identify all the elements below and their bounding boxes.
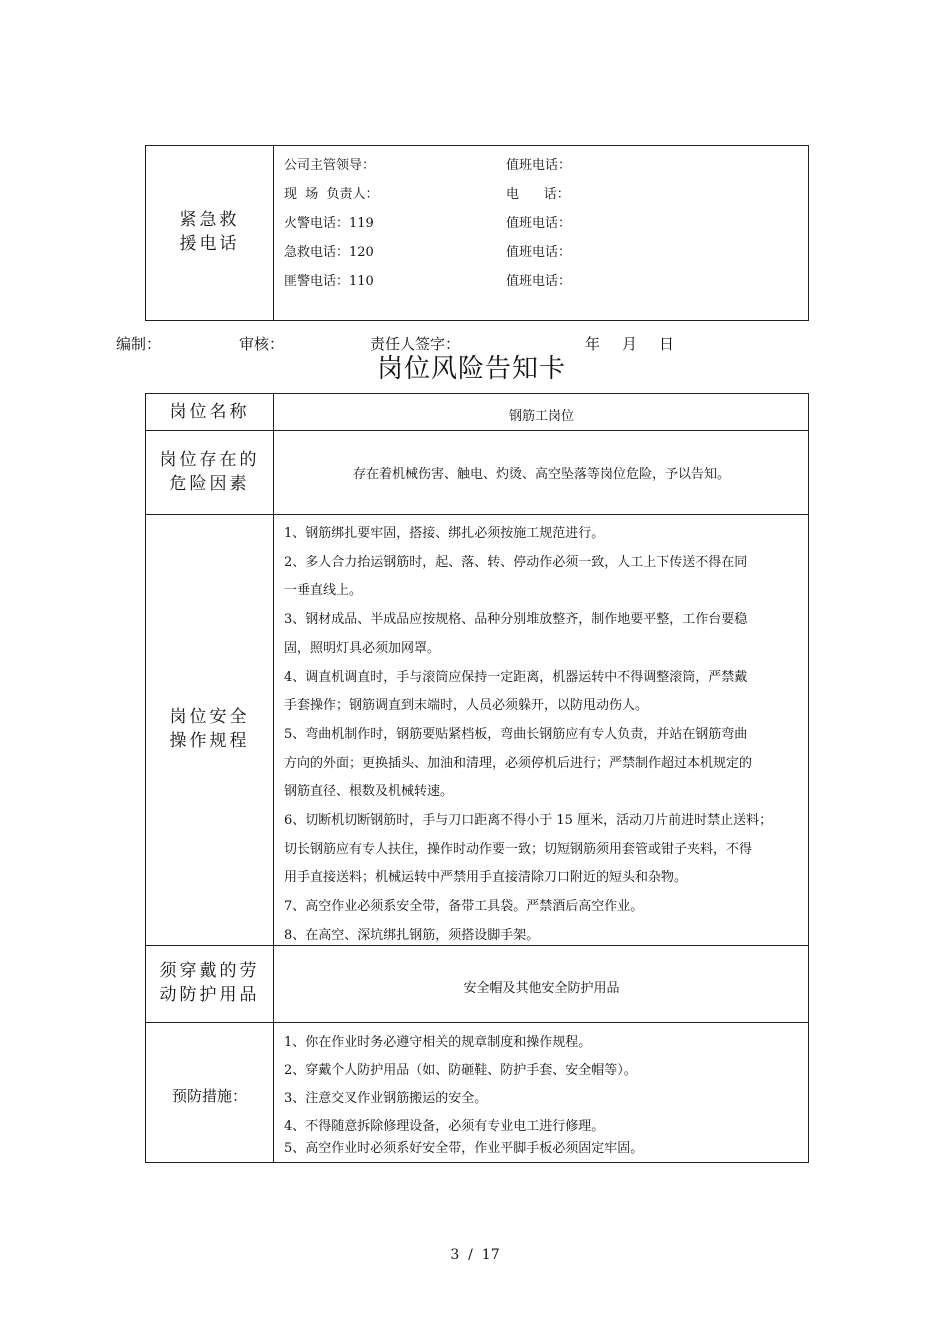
emergency-row-5-left: 匪警电话：110 xyxy=(284,274,374,289)
emergency-row-5-right: 值班电话： xyxy=(506,274,572,289)
rules-line: 钢筋直径、根数及机械转速。 xyxy=(284,784,454,800)
rules-label xyxy=(146,705,273,753)
prevent-line: 3、注意交叉作业钢筋搬运的安全。 xyxy=(284,1091,488,1106)
hazard-label xyxy=(146,448,273,496)
rules-line: 7、高空作业必须系安全带，备带工具袋。严禁酒后高空作业。 xyxy=(284,899,644,915)
sign-month: 月 xyxy=(622,335,638,353)
page-number: 3 / 17 xyxy=(450,1247,500,1263)
ppe-label-line2: 动防护用品 xyxy=(159,985,260,1005)
rules-line: 4、调直机调直时，手与滚筒应保持一定距离，机器运转中不得调整滚筒，严禁戴 xyxy=(284,669,748,685)
rules-line: 手套操作；钢筋调直到末端时，人员必须躲开，以防甩动伤人。 xyxy=(284,698,649,714)
ppe-label xyxy=(146,959,273,1007)
rules-line: 方向的外面；更换插头、加油和清理，必须停机后进行；严禁制作超过本机规定的 xyxy=(284,755,753,771)
emergency-row-4-right: 值班电话： xyxy=(506,245,572,260)
sign-year: 年 xyxy=(585,335,601,353)
post-name-value: 钢筋工岗位 xyxy=(508,409,574,424)
risk-card-divider xyxy=(273,393,274,1163)
sign-day: 日 xyxy=(659,335,675,353)
emergency-label xyxy=(146,208,273,256)
emergency-divider xyxy=(273,145,274,321)
prevent-line: 2、穿戴个人防护用品（如、防砸鞋、防护手套、安全帽等）。 xyxy=(284,1063,637,1078)
emergency-row-2-right: 电 话： xyxy=(506,187,570,202)
rules-line: 切长钢筋应有专人扶住，操作时动作要一致；切短钢筋须用套管或钳子夹料，不得 xyxy=(284,841,753,857)
rules-line: 一垂直线上。 xyxy=(284,583,363,599)
emergency-row-4-left: 急救电话：120 xyxy=(284,245,374,260)
ppe-label-line1: 须穿戴的劳 xyxy=(159,961,260,981)
post-name-label: 岗位名称 xyxy=(169,402,250,422)
emergency-row-2-left: 现 场 负责人： xyxy=(284,187,379,202)
emergency-row-3-right: 值班电话： xyxy=(506,216,572,231)
rules-line: 固，照明灯具必须加网罩。 xyxy=(284,640,441,656)
rules-line: 8、在高空、深坑绑扎钢筋，须搭设脚手架。 xyxy=(284,927,540,943)
prevent-list xyxy=(284,1029,643,1163)
emergency-row-1-right: 值班电话： xyxy=(506,158,572,173)
hazard-label-line1: 岗位存在的 xyxy=(159,450,260,470)
rules-line: 2、多人合力抬运钢筋时，起、落、转、停动作必须一致，人工上下传送不得在同 xyxy=(284,554,748,570)
sign-responsible: 责任人签字： xyxy=(370,335,461,353)
emergency-row-3-left: 火警电话：119 xyxy=(284,216,374,231)
sign-compile: 编制： xyxy=(116,335,162,353)
prevent-line: 1、你在作业时务必遵守相关的规章制度和操作规程。 xyxy=(284,1035,592,1050)
ppe-value: 安全帽及其他安全防护用品 xyxy=(463,981,620,996)
emergency-label-line1: 紧急救 xyxy=(179,210,240,230)
hazard-value: 存在着机械伤害、触电、灼烫、高空坠落等岗位危险，予以告知。 xyxy=(352,467,730,482)
sign-review: 审核： xyxy=(239,335,285,353)
hazard-label-line2: 危险因素 xyxy=(169,474,250,494)
rules-line: 3、钢材成品、半成品应按规格、品种分别堆放整齐，制作地要平整，工作台要稳 xyxy=(284,612,748,628)
rules-line: 6、切断机切断钢筋时，手与刀口距离不得小于 15 厘米，活动刀片前进时禁止送料； xyxy=(284,813,773,829)
prevent-label: 预防措施： xyxy=(171,1087,247,1105)
emergency-label-line2: 援电话 xyxy=(179,234,240,254)
rules-line: 1、钢筋绑扎要牢固，搭接、绑扎必须按施工规范进行。 xyxy=(284,526,605,541)
row-separator-1 xyxy=(145,430,809,431)
emergency-row-1-left: 公司主管领导： xyxy=(284,158,376,173)
prevent-line: 5、高空作业时必须系好安全带，作业平脚手板必须固定牢固。 xyxy=(284,1141,644,1156)
card-title: 岗位风险告知卡 xyxy=(377,354,567,384)
row-separator-2 xyxy=(145,514,809,515)
prevent-line: 4、不得随意拆除修理设备，必须有专业电工进行修理。 xyxy=(284,1119,605,1134)
rules-label-line1: 岗位安全 xyxy=(169,707,250,727)
rules-line: 用手直接送料；机械运转中严禁用手直接清除刀口附近的短头和杂物。 xyxy=(284,870,688,886)
rules-line: 5、弯曲机制作时，钢筋要贴紧档板，弯曲长钢筋应有专人负责，并站在钢筋弯曲 xyxy=(284,726,748,742)
rules-label-line2: 操作规程 xyxy=(169,731,250,751)
row-separator-4 xyxy=(145,1022,809,1023)
rules-list xyxy=(284,520,772,951)
